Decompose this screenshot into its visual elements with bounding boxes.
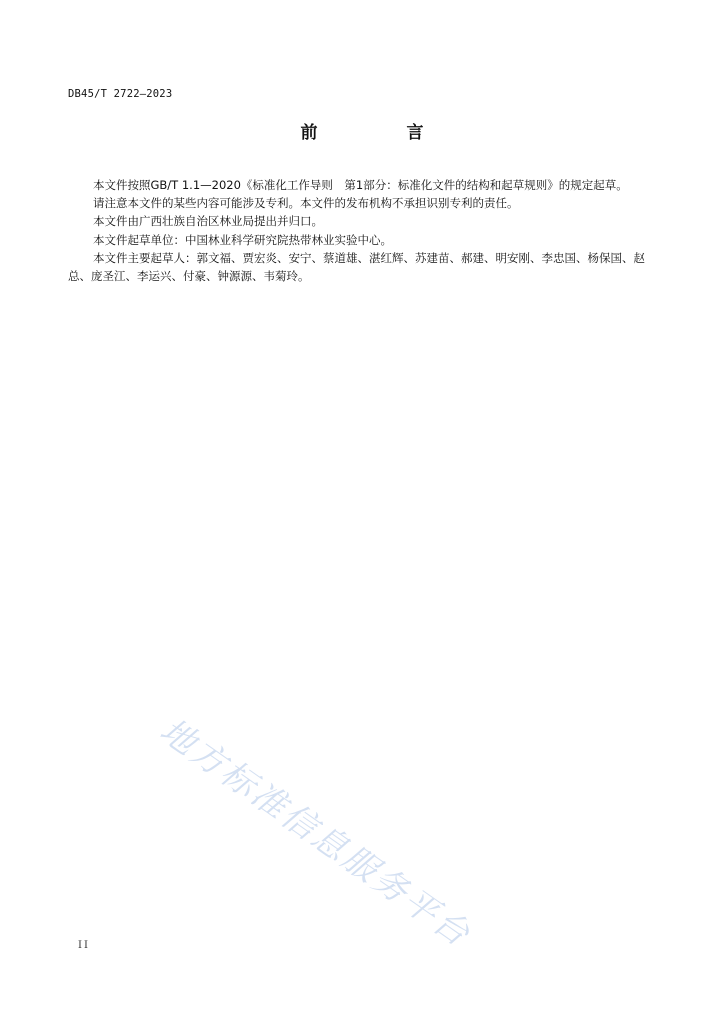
watermark-text: 地方标准信息服务平台 (152, 710, 479, 956)
paragraph-proposer: 本文件由广西壮族自治区林业局提出并归口。 (93, 214, 323, 229)
foreword-body (68, 176, 648, 285)
paragraph-patent-notice: 请注意本文件的某些内容可能涉及专利。本文件的发布机构不承担识别专利的责任。 (93, 196, 519, 211)
paragraph-drafting-rules: 本文件按照GB/T 1.1—2020《标准化工作导则 第1部分：标准化文件的结构和起草规则》的规定起草。 (93, 178, 628, 192)
paragraph-drafters: 本文件主要起草人：郭文福、贾宏炎、安宁、蔡道雄、湛红辉、苏建苗、郝建、明安刚、李忠国、杨保国、赵总、庞圣江、李运兴、付豪、钟源源、韦菊玲。 (68, 250, 645, 284)
document-code: DB45/T 2722—2023 (68, 88, 173, 100)
page-number: II (78, 940, 90, 951)
paragraph-drafting-unit: 本文件起草单位：中国林业科学研究院热带林业实验中心。 (93, 232, 392, 247)
page-title: 前 言 (300, 123, 460, 143)
